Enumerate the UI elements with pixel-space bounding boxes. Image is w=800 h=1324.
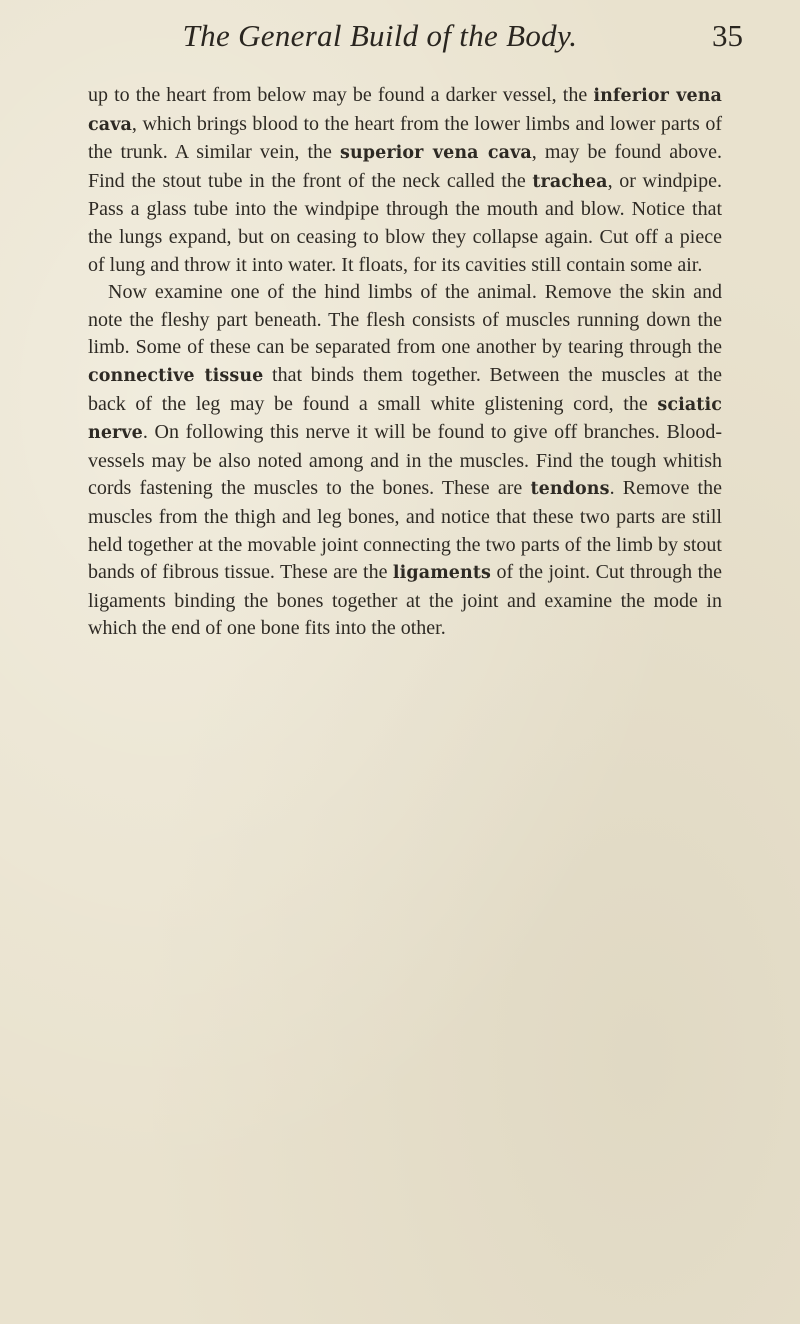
term-tendons: tendons bbox=[530, 479, 610, 500]
paragraph bbox=[88, 279, 722, 643]
body-text bbox=[88, 82, 722, 643]
text-run: of the joint. Cut through the ligaments binding the bones together at the joint and examine the mode in which the end of one bone fits into the other. bbox=[88, 561, 723, 640]
text-run: that binds them together. Between the muscles at the back of the leg may be found a small white glistening cord, the bbox=[88, 363, 722, 415]
term-ligaments: ligaments bbox=[392, 563, 492, 584]
term-trachea: trachea bbox=[532, 171, 608, 192]
text-run: , or windpipe. Pass a glass tube into the windpipe through the mouth and blow. Notice that the lungs expand, but on ceasing to blow they collapse again. Cut off a piece of lung and throw it into water. It floats, for its cavities still contain some air. bbox=[88, 169, 722, 276]
text-run: , may be found above. Find the stout tube in the front of the neck called the bbox=[88, 141, 722, 192]
text-run: . On following this nerve it will be found to give off branches. Blood-vessels may be also noted among and in the muscles. Find the tough whitish cords fastening the muscles to the bones. These are bbox=[88, 421, 722, 500]
term-inferior-vena-cava: inferior vena cava bbox=[88, 86, 722, 135]
text-run: , which brings blood to the heart from the lower limbs and lower parts of the trunk. A similar vein, the bbox=[88, 112, 722, 164]
text-run: Now examine one of the hind limbs of the animal. Remove the skin and note the fleshy part beneath. The flesh consists of muscles running down the limb. Some of these can be separated from one another by tearing through the bbox=[88, 281, 722, 359]
text-run: up to the heart from below may be found a darker vessel, the bbox=[88, 84, 594, 106]
term-connective-tissue: connective tissue bbox=[88, 365, 264, 386]
running-head: The General Build of the Body. bbox=[182, 18, 578, 53]
page-number: 35 bbox=[712, 18, 743, 53]
term-superior-vena-cava: superior vena cava bbox=[340, 143, 532, 164]
term-sciatic-nerve: sciatic nerve bbox=[88, 394, 722, 444]
text-run: . Remove the muscles from the thigh and leg bones, and notice that these two parts are still held together at the movable joint connecting the two parts of the limb by stout bands of fibrous tissue. These are the bbox=[88, 477, 722, 584]
paragraph bbox=[88, 82, 722, 279]
